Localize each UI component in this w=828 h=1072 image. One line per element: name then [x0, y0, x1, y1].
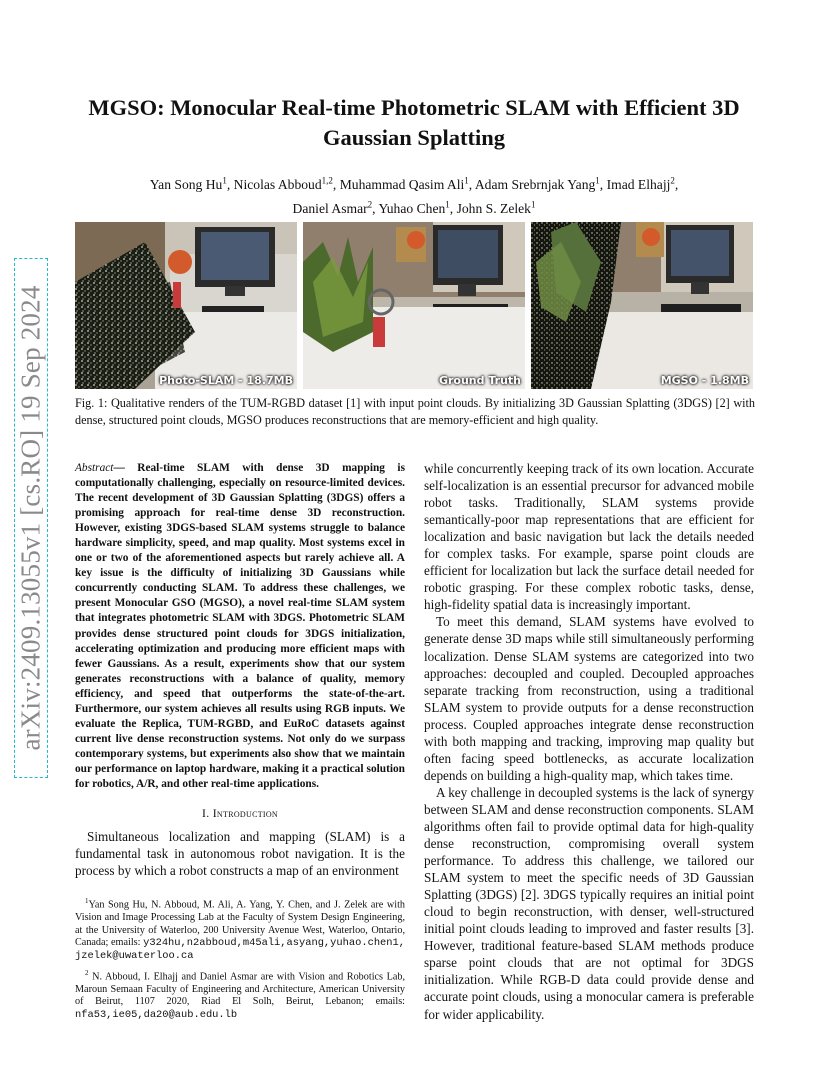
body-paragraph: while concurrently keeping track of its own location. Accurate self-localization is an essential precursor for advanced mobile robot tasks. Traditionally, SLAM systems provide semantically-poor map representations that are efficient for localization and basic navigation but lack the details needed for complex tasks. For example, sparse point clouds are efficient for localization but lack the surface detail needed for robotic grasping. For these complex robotic tasks, dense, high-fidelity spatial data is increasingly important.: [424, 461, 754, 613]
author: Yuhao Chen$^1$,: [378, 199, 457, 217]
figure-panel-label: MGSO - 1.8MB: [660, 374, 749, 387]
author-list: [60, 170, 768, 219]
figure-panel-ground-truth: [303, 222, 525, 389]
abstract-text: — Real-time SLAM with dense 3D mapping is computationally challenging, especially on resource-limited devices. The recent development of 3D Gaussian Splatting (3DGS) offers a promising approach for real-time dense 3D reconstruction. However, existing 3DGS-based SLAM systems struggle to balance hardware simplicity, speed, and map quality. Most systems excel in one or two of the aforementioned aspects but rarely achieve all. A key issue is the difficulty of initializing 3D Gaussians while concurrently conducting SLAM. To address these challenges, we present Monocular GSO (MGSO), a novel real-time SLAM system that integrates photometric SLAM with 3DGS. Photometric SLAM provides dense structured point clouds for 3DGS initialization, accelerating optimization and producing more efficient maps with fewer Gaussians. As a result, experiments show that our system generates reconstructions with a balance of quality, memory efficiency, and speed that outperforms the state-of-the-art. Furthermore, our system achieves all results using RGB inputs. We evaluate the Replica, TUM-RGBD, and EuRoC datasets against current live dense reconstruction systems. Not only do we surpass contemporary systems, but experiments also show that we maintain our performance on laptop hardware, making it a practical solution for robotics, A/R, and other real-time applications.: [75, 462, 405, 790]
intro-paragraph: Simultaneous localization and mapping (SLAM) is a fundamental task in autonomous robot navigation. It is the process by which a robot constructs a map of an environment: [75, 829, 405, 879]
figure-1: [75, 222, 753, 389]
body-paragraph: A key challenge in decoupled systems is the lack of synergy between SLAM and dense reconstruction components. SLAM algorithms often fail to provide optimal data for high-quality dense reconstruction, compromising overall system performance. To address this challenge, we tailored our SLAM system to meet the specific needs of 3D Gaussian Splatting (3DGS) [2]. 3DGS typically requires an initial point cloud to begin reconstruction, with denser, well-structured initial point clouds leading to improved and faster results [3]. However, traditional feature-based SLAM methods produce sparse point clouds that are not optimal for 3DGS initialization. While RGB-D data could provide dense and accurate point clouds, using a monocular camera is preferable for wider applicability.: [424, 784, 754, 1022]
figure-panel-label: Photo-SLAM - 18.7MB: [159, 374, 293, 387]
abstract-lead: Abstract: [75, 462, 114, 474]
author: Imad Elhajj$^2$,: [606, 175, 679, 192]
left-column: [75, 461, 405, 1025]
arxiv-id: arXiv:2409.13055v1 [cs.RO] 19 Sep 2024: [15, 285, 46, 751]
figure-caption: Fig. 1: Qualitative renders of the TUM-RGBD dataset [1] with input point clouds. By initializing 3D Gaussian Splatting (3DGS) [2] with dense, structured point clouds, MGSO produces reconstructions that are memory-efficient and high quality.: [75, 396, 755, 427]
figure-panel-photo-slam: [75, 222, 297, 389]
arxiv-stamp: [14, 258, 48, 778]
author: Yan Song Hu$^1$,: [149, 175, 234, 192]
right-column: [424, 460, 754, 1023]
author: Nicolas Abboud$^{1,2}$,: [233, 175, 340, 192]
figure-panel-label: Ground Truth: [438, 374, 521, 387]
paper-title: MGSO: Monocular Real-time Photometric SLAM with Efficient 3D Gaussian Splatting: [88, 95, 740, 150]
figure-panel-mgso: [531, 222, 753, 389]
abstract: [75, 461, 405, 792]
section-heading: I. Introduction: [201, 806, 279, 821]
footnotes: [75, 895, 405, 1021]
author: Muhammad Qasim Ali$^1$,: [339, 175, 475, 192]
body-paragraph: To meet this demand, SLAM systems have evolved to generate dense 3D maps while still simultaneously performing localization. Dense SLAM systems are categorized into two approaches: decoupled and coupled. Decoupled approaches separate tracking from reconstruction, using a traditional SLAM system to provide outputs for a dense reconstruction process. Coupled approaches integrate dense reconstruction with both mapping and tracking, improving map quality but often facing speed bottlenecks, as accurate localization depends on building a high-quality map, which takes time.: [424, 614, 754, 783]
author: John S. Zelek$^1$: [456, 199, 536, 217]
author: Adam Srebrnjak Yang$^1$,: [474, 175, 607, 192]
footnote-1: $^1$Yan Song Hu, N. Abboud, M. Ali, A. Yang, Y. Chen, and J. Zelek are with Vision and Image Processing Lab at the Faculty of System Design Engineering, at the University of Waterloo, 200 University Avenue West, Waterloo, Ontario, Canada; emails: y324hu,n2abboud,m45ali,asyang,yuhao.chen1, jzelek@uwaterloo.ca: [75, 897, 405, 963]
footnote-2: $^2$ N. Abboud, I. Elhajj and Daniel Asmar are with Vision and Robotics Lab, Maroun Semaan Faculty of Engineering and Architecture, American University of Beirut, 1107 2020, Riad El Solh, Beirut, Lebanon; emails: nfa53,ie05,da20@aub.edu.lb: [75, 968, 406, 1021]
author: Daniel Asmar$^2$,: [292, 199, 379, 217]
